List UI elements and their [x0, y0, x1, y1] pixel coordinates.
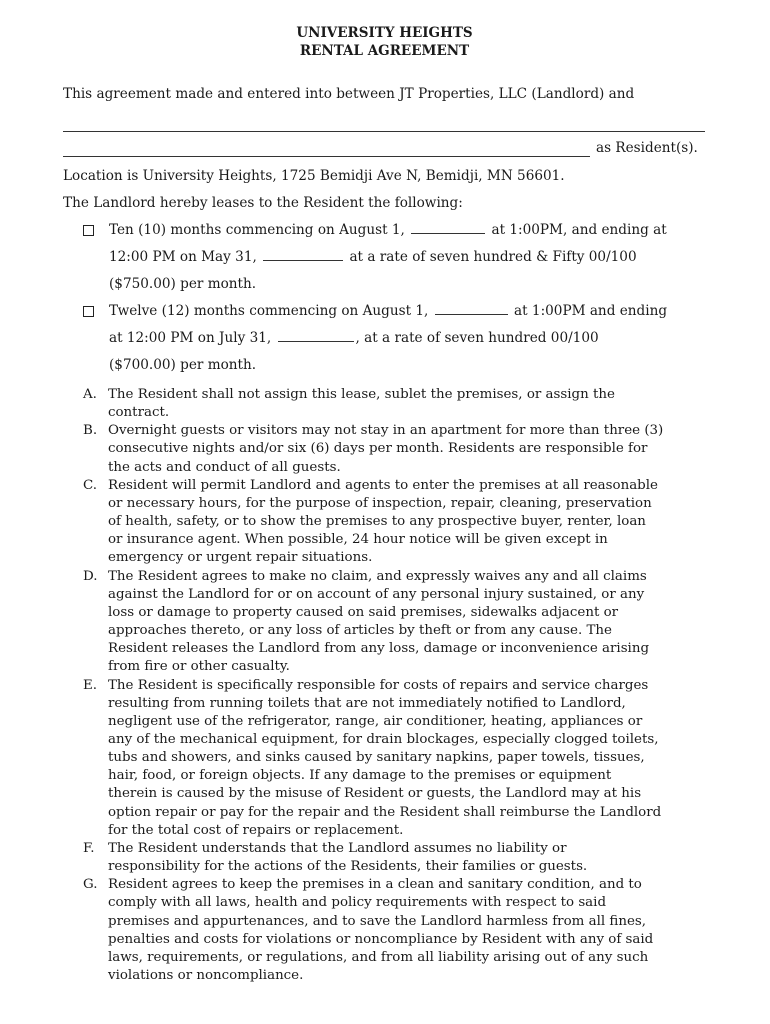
clause-letter: C.: [83, 477, 98, 493]
clause-line: emergency or urgent repair situations.: [108, 550, 373, 566]
option-text: Ten (10) months commencing on August 1,: [109, 222, 405, 238]
option-text: Twelve (12) months commencing on August 1,: [109, 303, 429, 319]
option-line: [109, 298, 705, 325]
clause-letter: E.: [83, 677, 98, 693]
clause-c: [63, 477, 705, 568]
option-line: [109, 244, 705, 271]
clause-line: Resident will permit Landlord and agents to enter the premises at all reasonable: [108, 477, 658, 493]
clause-line: or insurance agent. When possible, 24 hour notice will be given except in: [108, 532, 608, 548]
option-line: [109, 217, 705, 244]
clause-line: comply with all laws, health and policy requirements with respect to said: [108, 895, 607, 911]
checkbox-twelve-month[interactable]: [83, 306, 94, 317]
clause-line: therein is caused by the misuse of Resident or guests, the Landlord may at his: [108, 786, 642, 802]
clause-f: [63, 840, 705, 876]
intro-paragraph: This agreement made and entered into between JT Properties, LLC (Landlord) and: [63, 86, 635, 102]
clause-line: resulting from running toilets that are not immediately notified to Landlord,: [108, 695, 626, 711]
clause-line: loss or damage to property caused on said premises, sidewalks adjacent or: [108, 604, 619, 620]
landlord-party-blank[interactable]: [63, 113, 705, 132]
option-line: ($700.00) per month.: [109, 357, 257, 373]
title-line-2: RENTAL AGREEMENT: [299, 43, 470, 59]
resident-name-blank[interactable]: [63, 138, 590, 157]
clause-line: The Resident agrees to make no claim, and expressly waives any and all claims: [108, 568, 647, 584]
option-text: 12:00 PM on May 31,: [109, 249, 257, 265]
clause-list: [63, 386, 706, 985]
clause-line: the acts and conduct of all guests.: [108, 459, 341, 475]
clause-line: premises and appurtenances, and to save the Landlord harmless from all fines,: [108, 913, 647, 929]
clause-letter: D.: [83, 568, 98, 584]
lease-option-twelve-month: [63, 298, 705, 379]
clause-line: The Resident understands that the Landlord assumes no liability or: [108, 840, 567, 856]
start-year-blank[interactable]: [435, 301, 508, 315]
clause-line: responsibility for the actions of the Residents, their families or guests.: [108, 859, 588, 875]
option-line: [109, 325, 705, 352]
title-line-1: UNIVERSITY HEIGHTS: [296, 25, 473, 41]
option-text: , at a rate of seven hundred 00/100: [355, 330, 599, 346]
clause-e: [63, 677, 705, 840]
lease-options: [63, 217, 706, 379]
start-year-blank[interactable]: [411, 220, 485, 234]
clause-line: negligent use of the refrigerator, range, air conditioner, heating, appliances or: [108, 713, 643, 729]
clause-letter: G.: [83, 877, 98, 893]
clause-g: [63, 876, 705, 985]
clause-letter: F.: [83, 840, 95, 856]
end-year-blank[interactable]: [263, 247, 343, 261]
end-year-blank[interactable]: [278, 328, 354, 342]
clause-line: for the total cost of repairs or replacement.: [108, 822, 404, 838]
lease-option-ten-month: [63, 217, 705, 298]
clause-line: Resident releases the Landlord from any loss, damage or inconvenience arising: [108, 641, 650, 657]
clause-line: violations or noncompliance.: [108, 968, 304, 983]
document-title: [63, 24, 706, 60]
clause-line: against the Landlord for or on account of any personal injury sustained, or any: [108, 586, 645, 602]
clause-d: [63, 568, 705, 677]
clause-line: The Resident is specifically responsible for costs of repairs and service charges: [108, 677, 649, 693]
clause-line: consecutive nights and/or six (6) days per month. Residents are responsible for: [108, 441, 648, 457]
option-line: ($750.00) per month.: [109, 276, 257, 292]
clause-line: tubs and showers, and sinks caused by sanitary napkins, paper towels, tissues,: [108, 750, 645, 766]
clause-line: contract.: [108, 405, 170, 421]
clause-line: from fire or other casualty.: [108, 659, 290, 675]
clause-line: Resident agrees to keep the premises in a clean and sanitary condition, and to: [108, 877, 642, 893]
clause-line: or necessary hours, for the purpose of inspection, repair, cleaning, preservation: [108, 495, 652, 511]
clause-line: of health, safety, or to show the premises to any prospective buyer, renter, loan: [108, 514, 646, 530]
clause-line: hair, food, or foreign objects. If any damage to the premises or equipment: [108, 768, 612, 784]
clause-line: approaches thereto, or any loss of articles by theft or from any cause. The: [108, 623, 612, 639]
clause-line: The Resident shall not assign this lease, sublet the premises, or assign the: [108, 387, 615, 402]
clause-line: penalties and costs for violations or noncompliance by Resident with any of said: [108, 931, 654, 947]
clause-line: any of the mechanical equipment, for drain blockages, especially clogged toilets,: [108, 731, 659, 747]
option-text: at 12:00 PM on July 31,: [109, 330, 272, 346]
clause-a: [63, 386, 705, 422]
resident-suffix: as Resident(s).: [596, 140, 698, 156]
leases-intro: The Landlord hereby leases to the Resident the following:: [63, 195, 463, 211]
option-text: at 1:00PM, and ending at: [491, 222, 667, 238]
clause-b: [63, 422, 705, 476]
option-text: at 1:00PM and ending: [514, 303, 668, 319]
checkbox-ten-month[interactable]: [83, 225, 94, 236]
clause-letter: A.: [83, 387, 97, 402]
clause-line: Overnight guests or visitors may not stay in an apartment for more than three (3): [108, 423, 664, 439]
clause-line: option repair or pay for the repair and the Resident shall reimburse the Landlord: [108, 804, 662, 820]
clause-letter: B.: [83, 423, 98, 439]
resident-row: [63, 138, 705, 157]
option-text: at a rate of seven hundred & Fifty 00/100: [349, 249, 637, 265]
clause-line: laws, requirements, or regulations, and from all liability arising out of any such: [108, 949, 649, 965]
location-line: Location is University Heights, 1725 Bemidji Ave N, Bemidji, MN 56601.: [63, 168, 565, 184]
